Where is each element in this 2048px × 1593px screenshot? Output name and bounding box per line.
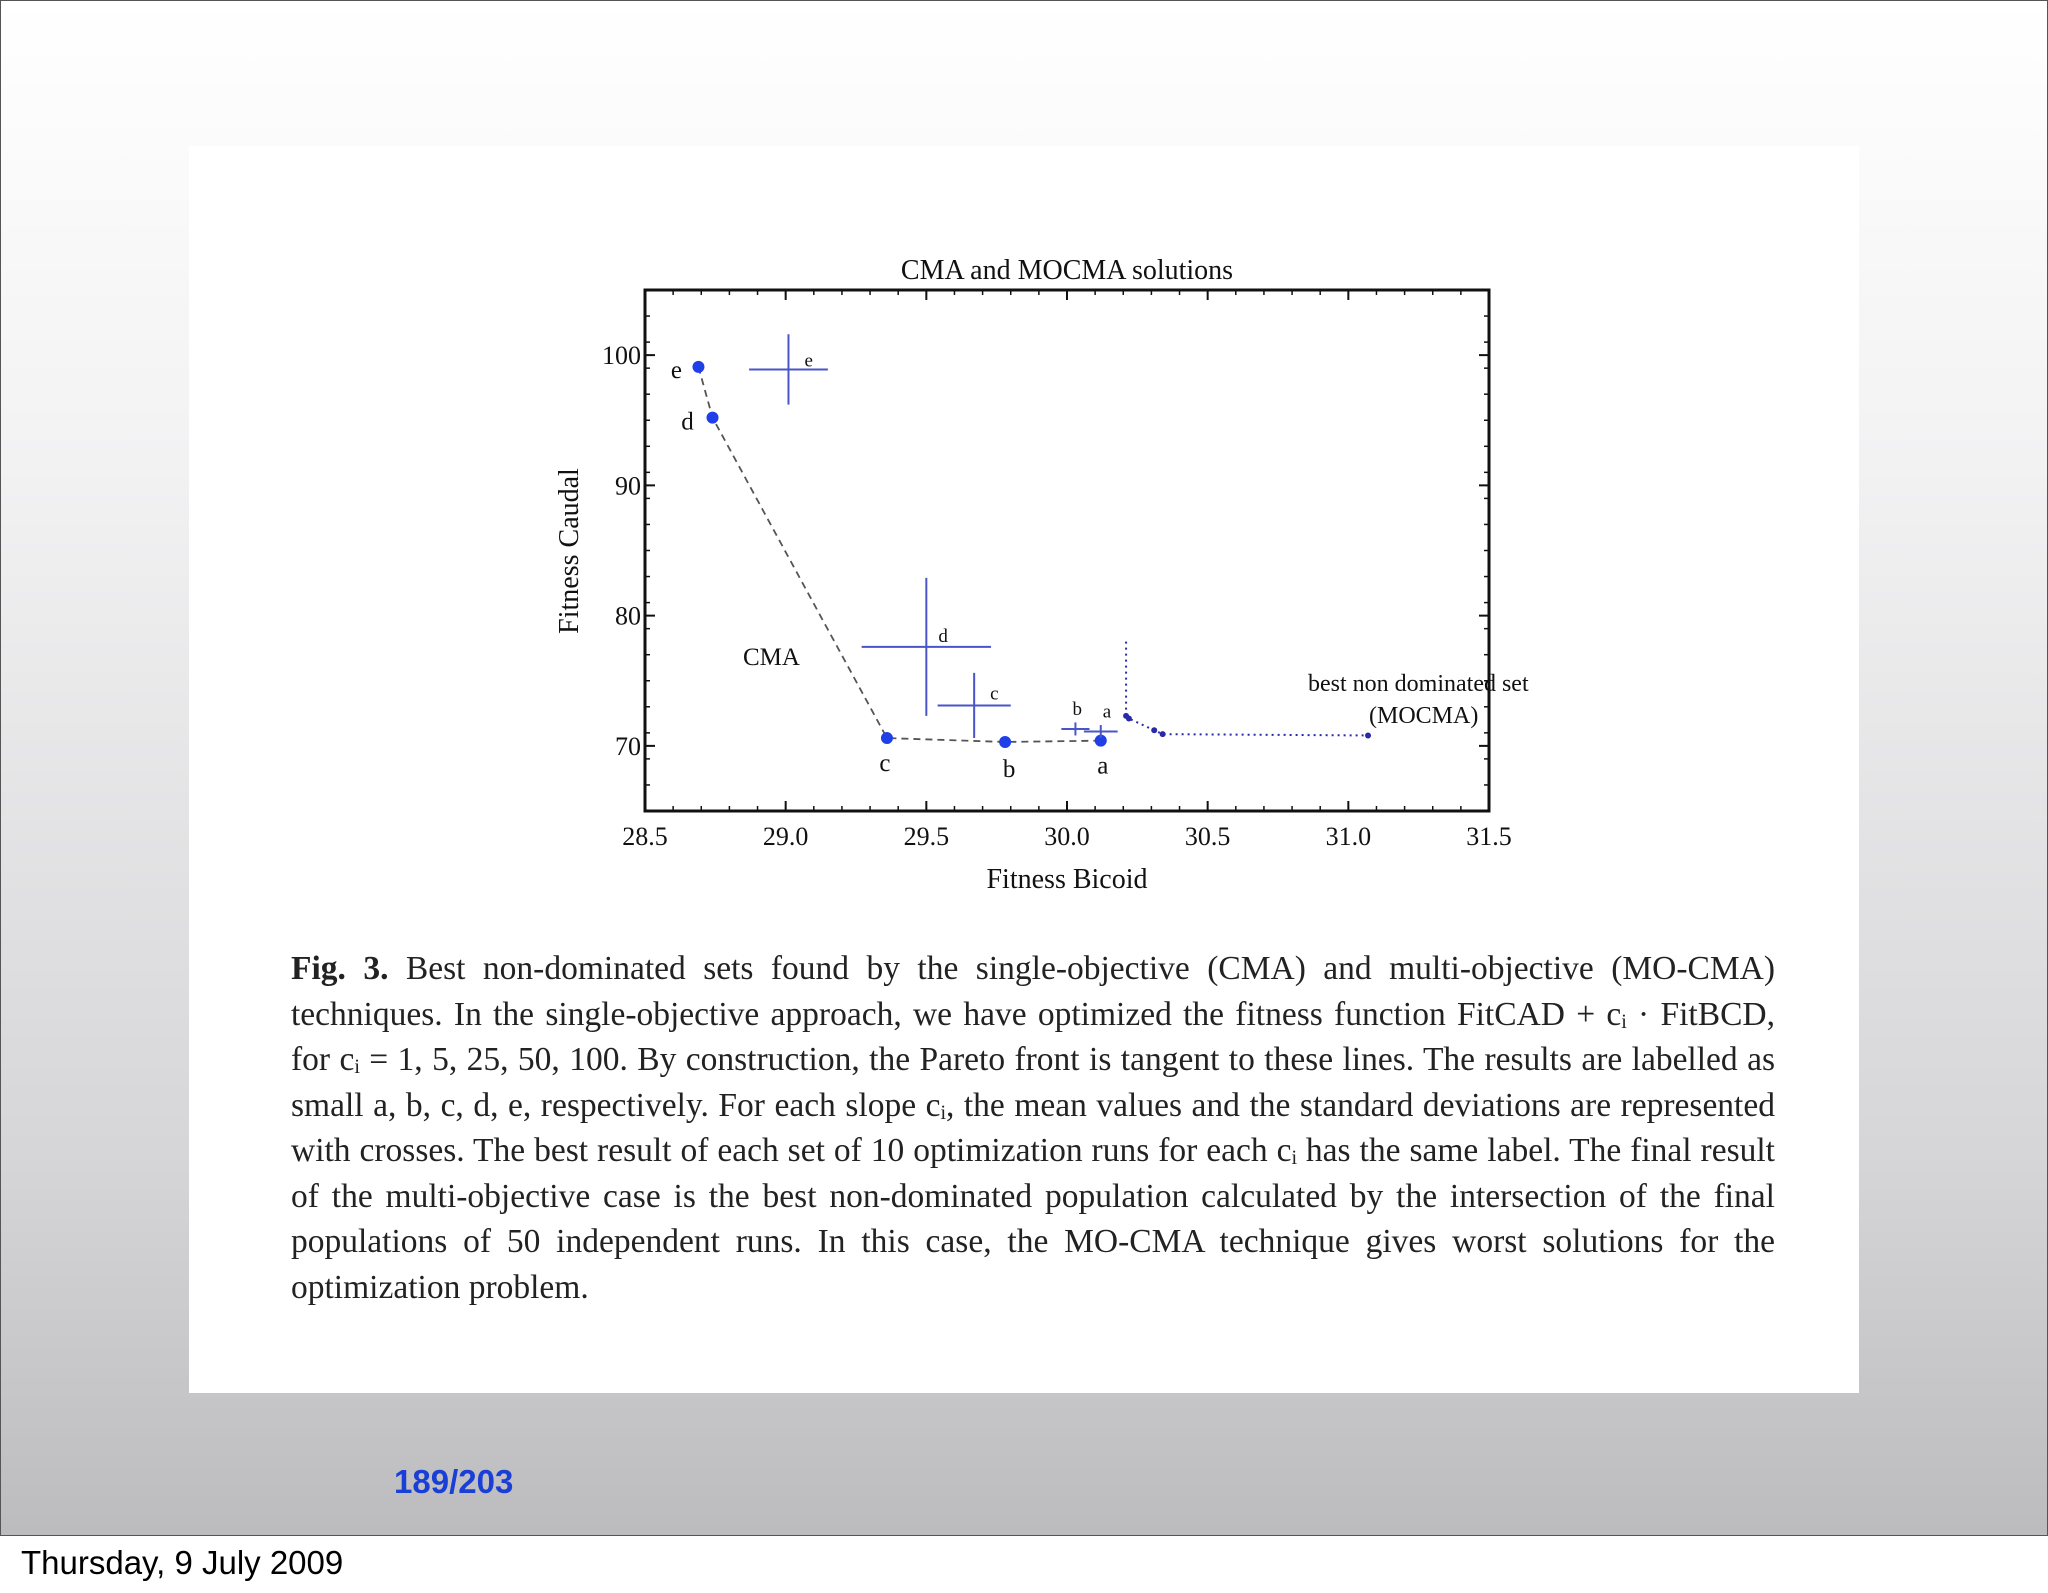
cma-point-b [999, 736, 1011, 748]
caption-label: Fig. 3. [291, 950, 389, 987]
x-tick-label: 29.5 [903, 822, 950, 851]
caption-text: Best non-dominated sets found by the single-objective (CMA) and multi-objective (MO-CMA) techniques. In the single-objective approach, we have optimized the fitness function FitCAD + cᵢ · FitBCD, for cᵢ = 1, 5, 25, 50, 100. By construction, the Pareto front is tangent to these lines. The results are labelled as small a, b, c, d, e, respectively. For each slope cᵢ, the mean values and the standard deviations are represented with crosses. The best result of each set of 10 optimization runs for each cᵢ has the same label. The final result of the multi-objective case is the best non-dominated population calculated by the intersection of the final populations of 50 independent runs. In this case, the MO-CMA technique gives worst solutions for the optimization problem. [291, 950, 1775, 1306]
cma-point-label-e: e [670, 356, 683, 384]
scatter-chart [189, 146, 1859, 906]
date-footer: Thursday, 9 July 2009 [21, 1544, 344, 1581]
cma-front-line [698, 367, 1100, 742]
cma-point-e [692, 361, 704, 373]
x-tick-label: 31.0 [1325, 822, 1372, 851]
x-tick-label: 28.5 [622, 822, 668, 851]
cross-label-e: e [804, 350, 813, 372]
mocma-point-2 [1126, 716, 1132, 722]
cma-point-label-a: a [1097, 752, 1109, 780]
cma-point-c [881, 732, 893, 744]
annotation-cma: CMA [743, 644, 800, 671]
cross-label-b: b [1072, 698, 1082, 720]
cma-point-d [707, 412, 719, 424]
page-separator: / [449, 1463, 459, 1500]
cross-label-c: c [990, 683, 999, 705]
x-tick-label: 30.0 [1044, 822, 1090, 851]
y-tick-label: 80 [615, 601, 641, 631]
x-tick-label: 31.5 [1466, 822, 1512, 851]
figure-caption [291, 946, 1775, 1310]
cma-point-label-b: b [1002, 755, 1016, 783]
cross-label-d: d [938, 625, 948, 647]
mocma-point-3 [1151, 727, 1157, 733]
plot-frame [645, 290, 1489, 811]
y-axis-label: Fitness Caudal [554, 468, 585, 634]
mocma-point-4 [1160, 731, 1166, 737]
cross-label-a: a [1102, 701, 1112, 723]
y-tick-label: 70 [615, 731, 641, 761]
annotation-mocma: (MOCMA) [1369, 703, 1479, 729]
cma-point-label-d: d [681, 408, 694, 436]
annotation-best-set: best non dominated set [1308, 671, 1529, 697]
page-current: 189 [394, 1463, 450, 1500]
y-tick-label: 100 [602, 341, 641, 371]
figure-panel [189, 146, 1859, 1393]
mocma-point-5 [1365, 732, 1371, 738]
x-tick-label: 29.0 [762, 822, 809, 851]
plot-layer [602, 290, 1512, 851]
y-tick-label: 90 [615, 471, 641, 501]
x-axis-label: Fitness Bicoid [986, 864, 1148, 895]
chart-title: CMA and MOCMA solutions [900, 255, 1234, 286]
cma-point-label-c: c [879, 750, 891, 778]
x-tick-label: 30.5 [1184, 822, 1231, 851]
page-number [394, 1463, 513, 1501]
page-total: 203 [458, 1463, 514, 1500]
